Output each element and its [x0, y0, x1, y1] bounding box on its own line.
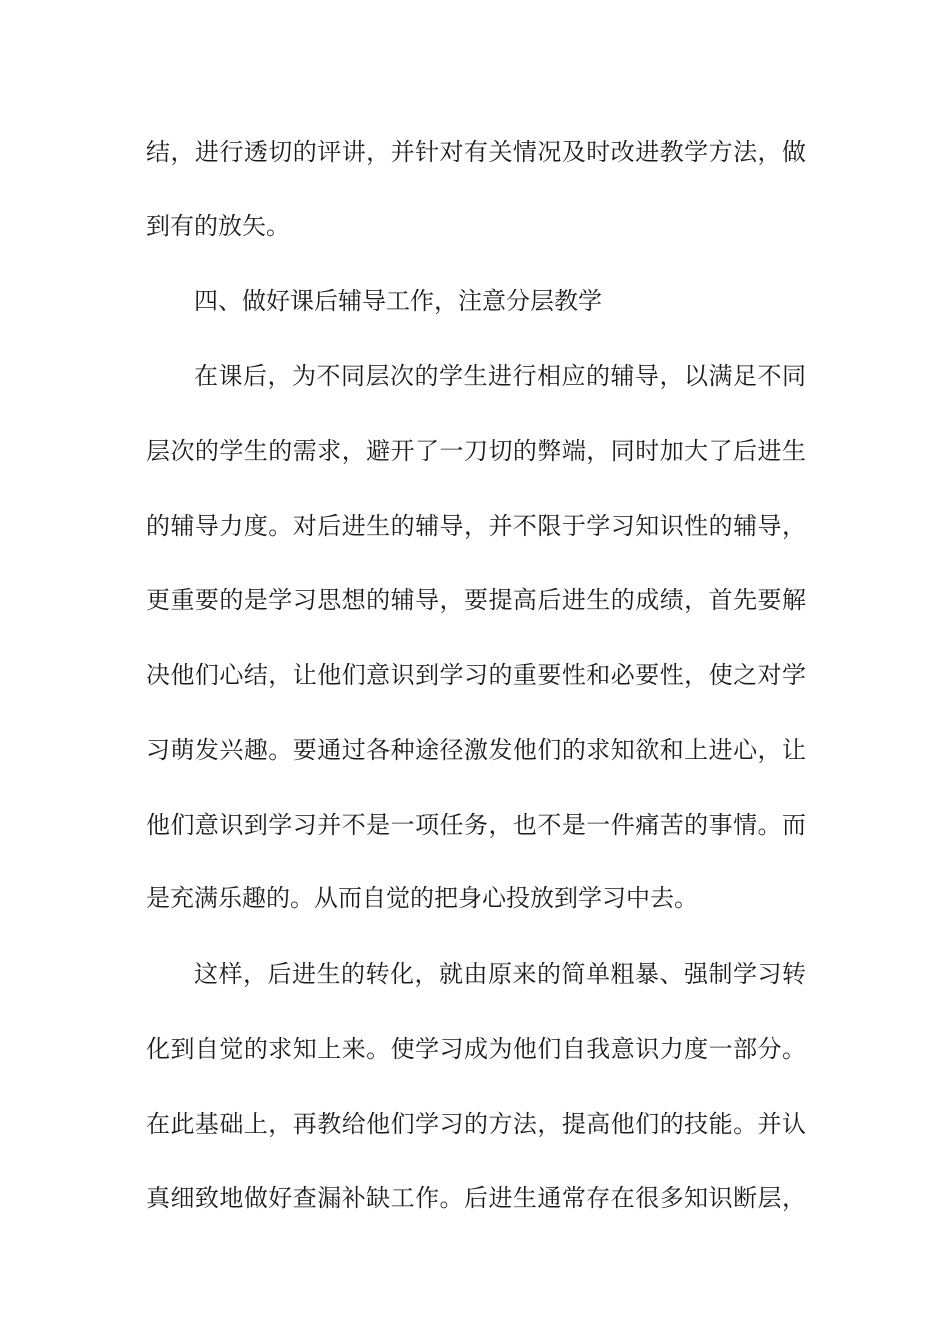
text-line: 是充满乐趣的。从而自觉的把身心投放到学习中去。: [146, 884, 698, 912]
text-line: 在课后，为不同层次的学生进行相应的辅导，以满足不同: [194, 362, 806, 390]
section-heading: 四、做好课后辅导工作，注意分层教学: [194, 287, 602, 315]
text-line: 真细致地做好查漏补缺工作。后进生通常存在很多知识断层，: [146, 1184, 806, 1212]
text-line: 在此基础上，再教给他们学习的方法，提高他们的技能。并认: [146, 1110, 806, 1138]
text-line: 的辅导力度。对后进生的辅导，并不限于学习知识性的辅导，: [146, 512, 806, 540]
text-line: 他们意识到学习并不是一项任务，也不是一件痛苦的事情。而: [146, 811, 806, 839]
text-line: 这样，后进生的转化，就由原来的简单粗暴、强制学习转: [194, 960, 806, 988]
text-line: 结，进行透切的评讲，并针对有关情况及时改进教学方法，做: [146, 138, 806, 166]
text-line: 到有的放矢。: [146, 212, 290, 240]
text-line: 层次的学生的需求，避开了一刀切的弊端，同时加大了后进生: [146, 437, 806, 465]
text-line: 更重要的是学习思想的辅导，要提高后进生的成绩，首先要解: [146, 586, 806, 614]
text-line: 习萌发兴趣。要通过各种途径激发他们的求知欲和上进心，让: [146, 736, 806, 764]
text-line: 化到自觉的求知上来。使学习成为他们自我意识力度一部分。: [146, 1035, 806, 1063]
text-line: 决他们心结，让他们意识到学习的重要性和必要性，使之对学: [146, 661, 806, 689]
